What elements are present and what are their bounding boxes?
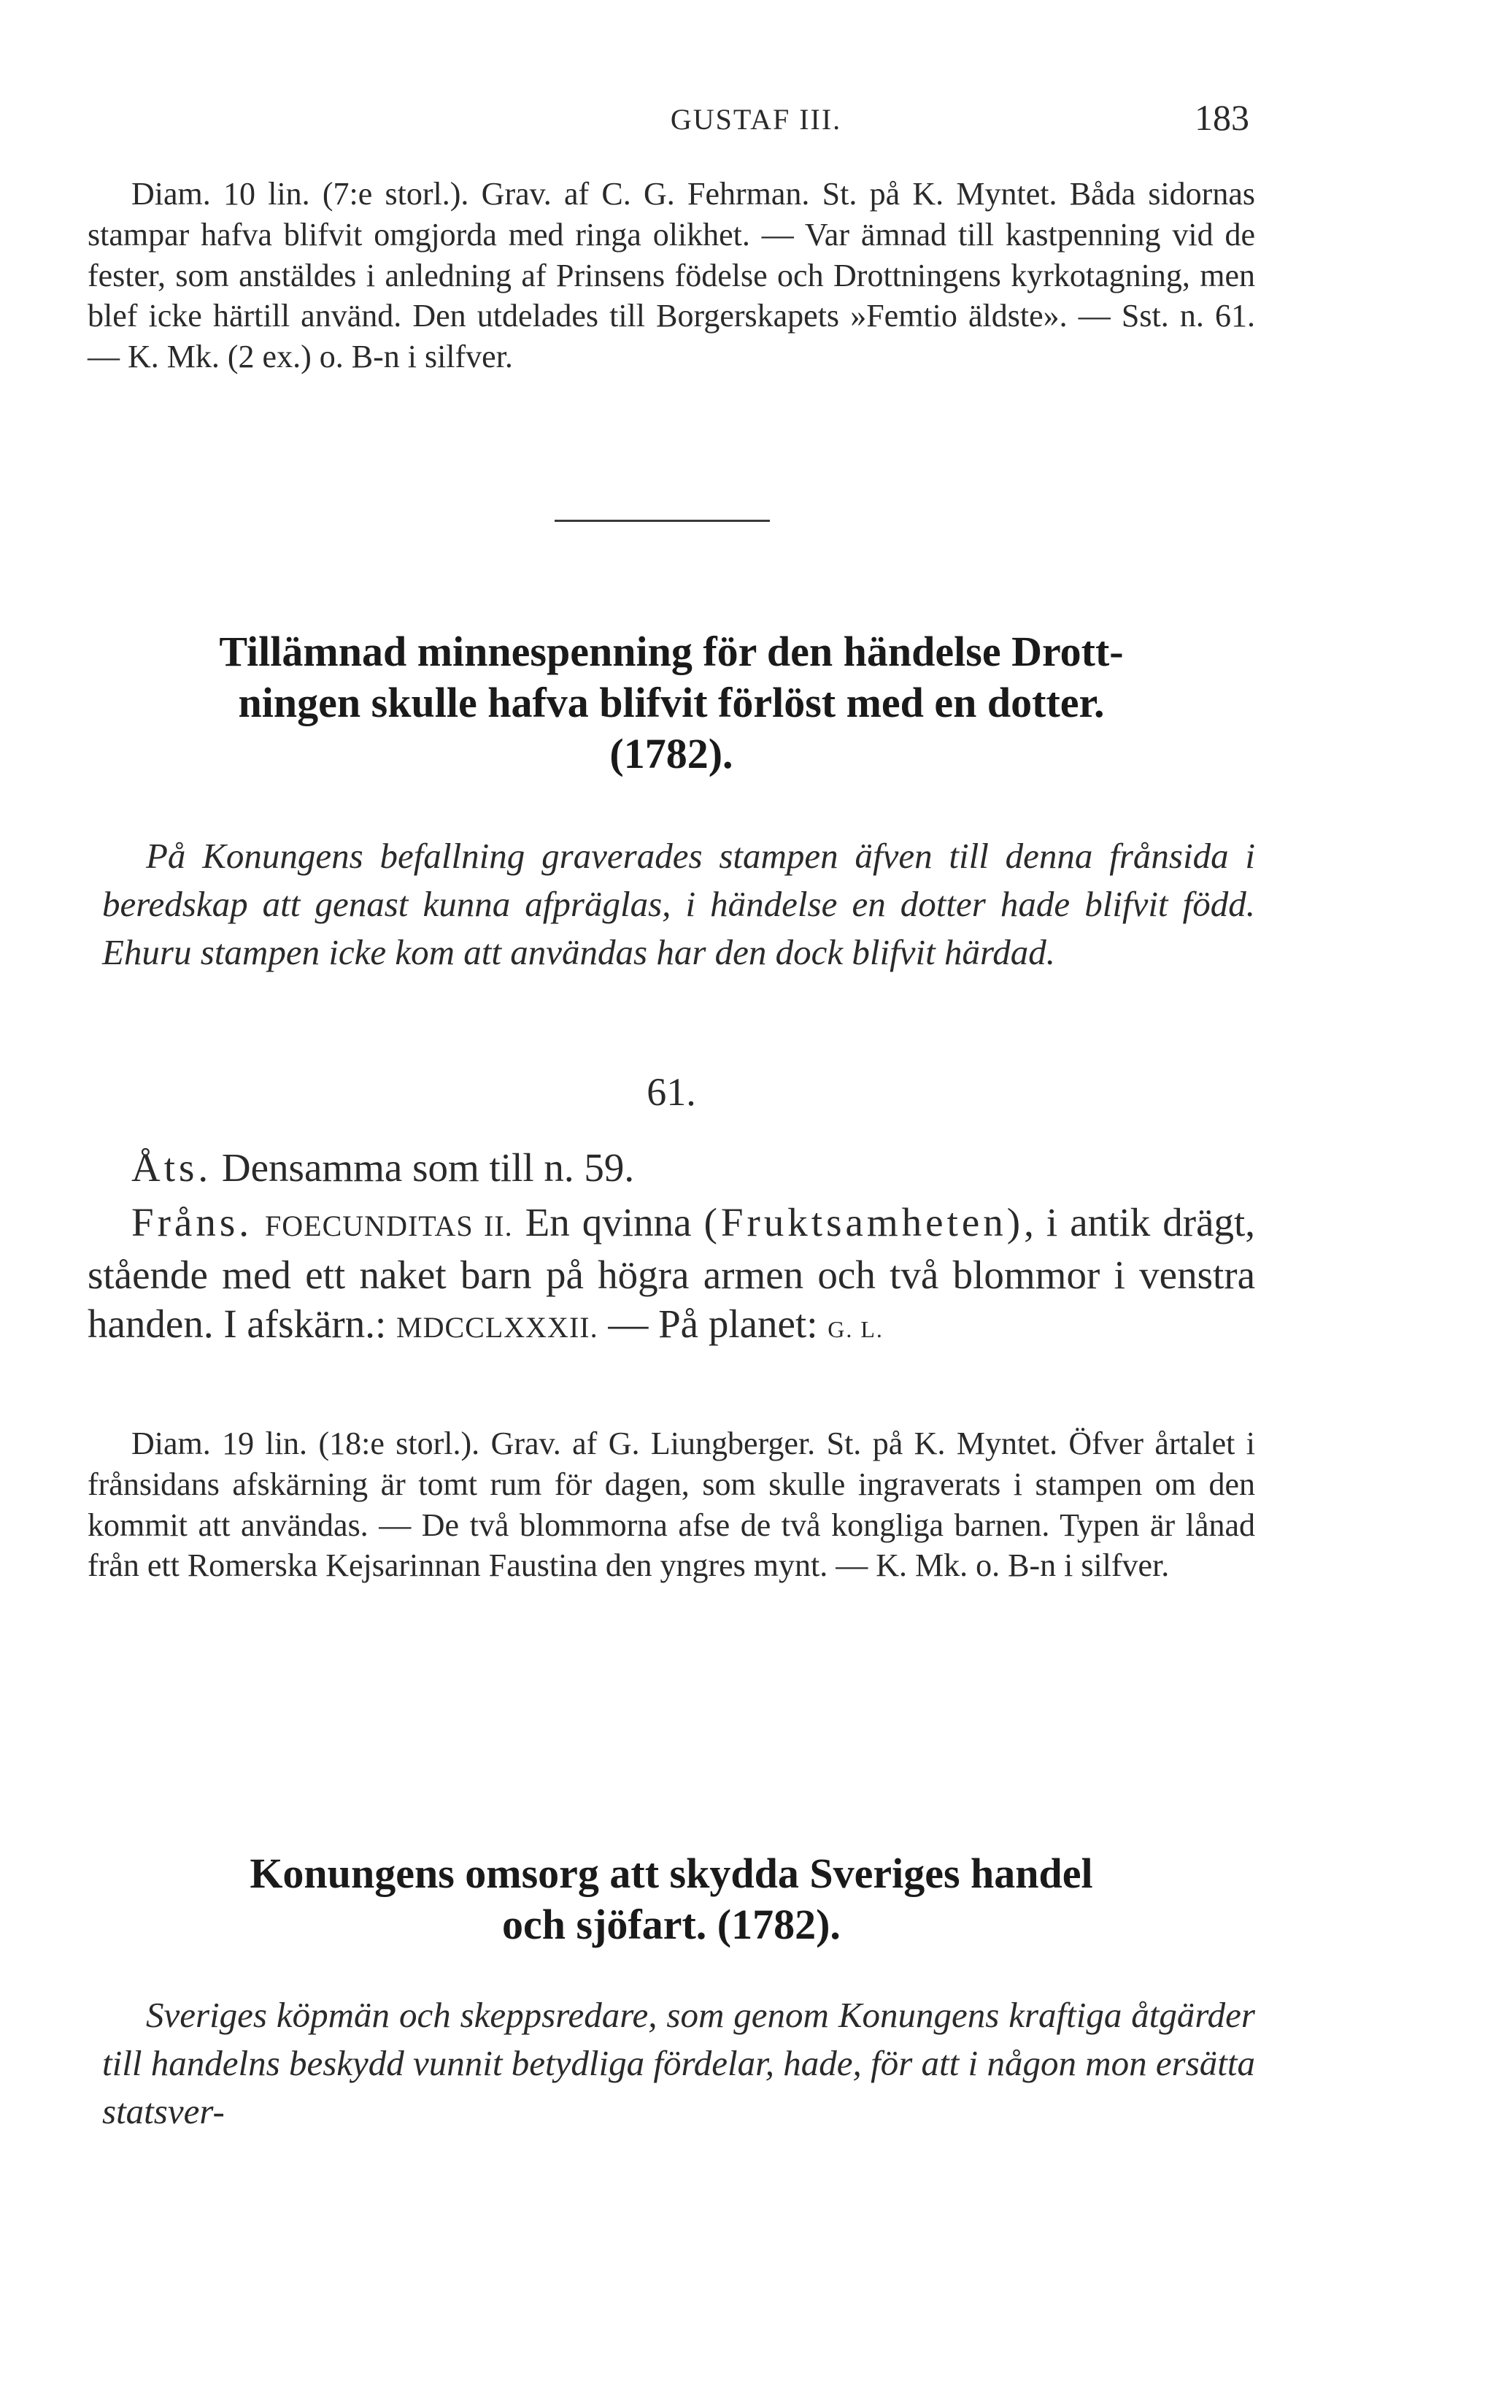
obverse-text: Densamma som till n. 59.: [212, 1145, 635, 1190]
reverse-text-b: , i antik drägt, stående med ett naket barn på högra armen och två blommor i venstra handen. I afskärn.:: [88, 1200, 1256, 1346]
heading-line: Tillämnad minnespenning för den händelse Drott-: [219, 628, 1124, 675]
reverse-legend: FOECUNDITAS II.: [265, 1209, 513, 1242]
section-intro-2: [102, 1991, 1255, 2136]
reverse-description: [88, 1198, 1255, 1354]
section-intro-1: [102, 832, 1255, 977]
running-head: [0, 96, 1512, 147]
heading-line: ningen skulle hafva blifvit förlöst med en dotter.: [238, 679, 1105, 726]
planet-intro: — På planet:: [598, 1301, 828, 1346]
reverse-text-a: En qvinna: [512, 1200, 704, 1245]
exergue-date: MDCCLXXXII.: [396, 1311, 598, 1344]
heading-line: Konungens omsorg att skydda Sveriges handel: [250, 1850, 1093, 1897]
reverse-label: Fråns.: [131, 1200, 252, 1245]
heading-line: och sjöfart. (1782).: [502, 1901, 841, 1948]
medal-description: [88, 1143, 1255, 1354]
section-heading-1: [88, 626, 1255, 780]
section-divider: [555, 520, 770, 522]
engraver-initials: G. L.: [828, 1316, 884, 1342]
notes-text: Diam. 19 lin. (18:e storl.). Grav. af G. Liungberger. St. på K. Myntet. Öfver årtalet i frånsidans afskärning är tomt rum för dagen, som skulle ingraverats i stampen om den kommit att användas. — De två blommorna afse de två kongliga barnen. Typen är lånad från ett Romerska Kejsarinnan Faustina den yngres mynt. — K. Mk. o. B-n i silfver.: [88, 1426, 1255, 1584]
obverse-label: Åts.: [131, 1145, 212, 1190]
page-number: 183: [1195, 97, 1249, 138]
entry-number: 61.: [647, 1070, 696, 1114]
obverse-description: [88, 1143, 1255, 1192]
section-heading-2: [88, 1848, 1255, 1950]
intro-text: Sveriges köpmän och skeppsredare, som genom Konungens kraftiga åtgärder till handelns beskydd vunnit betydliga fördelar, hade, för att i någon mon ersätta statsver-: [102, 1995, 1255, 2131]
heading-date: (1782).: [609, 730, 733, 777]
medal-notes: [88, 1423, 1255, 1586]
figure-name: (Fruktsamheten): [703, 1200, 1025, 1245]
intro-text: På Konungens befallning graverades stampen äfven till denna frånsida i beredskap att genast kunna afpräglas, i händelse en dotter hade blifvit född. Ehuru stampen icke kom att användas har den dock blifvit härdad.: [102, 836, 1255, 972]
previous-entry-text: Diam. 10 lin. (7:e storl.). Grav. af C. G. Fehrman. St. på K. Myntet. Båda sidornas stampar hafva blifvit omgjorda med ringa olikhet. — Var ämnad till kastpenning vid de fester, som anstäldes i anledning af Prinsens födelse och Drottningens kyrkotagning, men blef icke härtill använd. Den utdelades till Borgerskapets »Femtio äldste». — Sst. n. 61. — K. Mk. (2 ex.) o. B-n i silfver.: [88, 176, 1255, 375]
previous-entry-notes: [88, 174, 1255, 377]
running-title: GUSTAF III.: [670, 103, 842, 136]
